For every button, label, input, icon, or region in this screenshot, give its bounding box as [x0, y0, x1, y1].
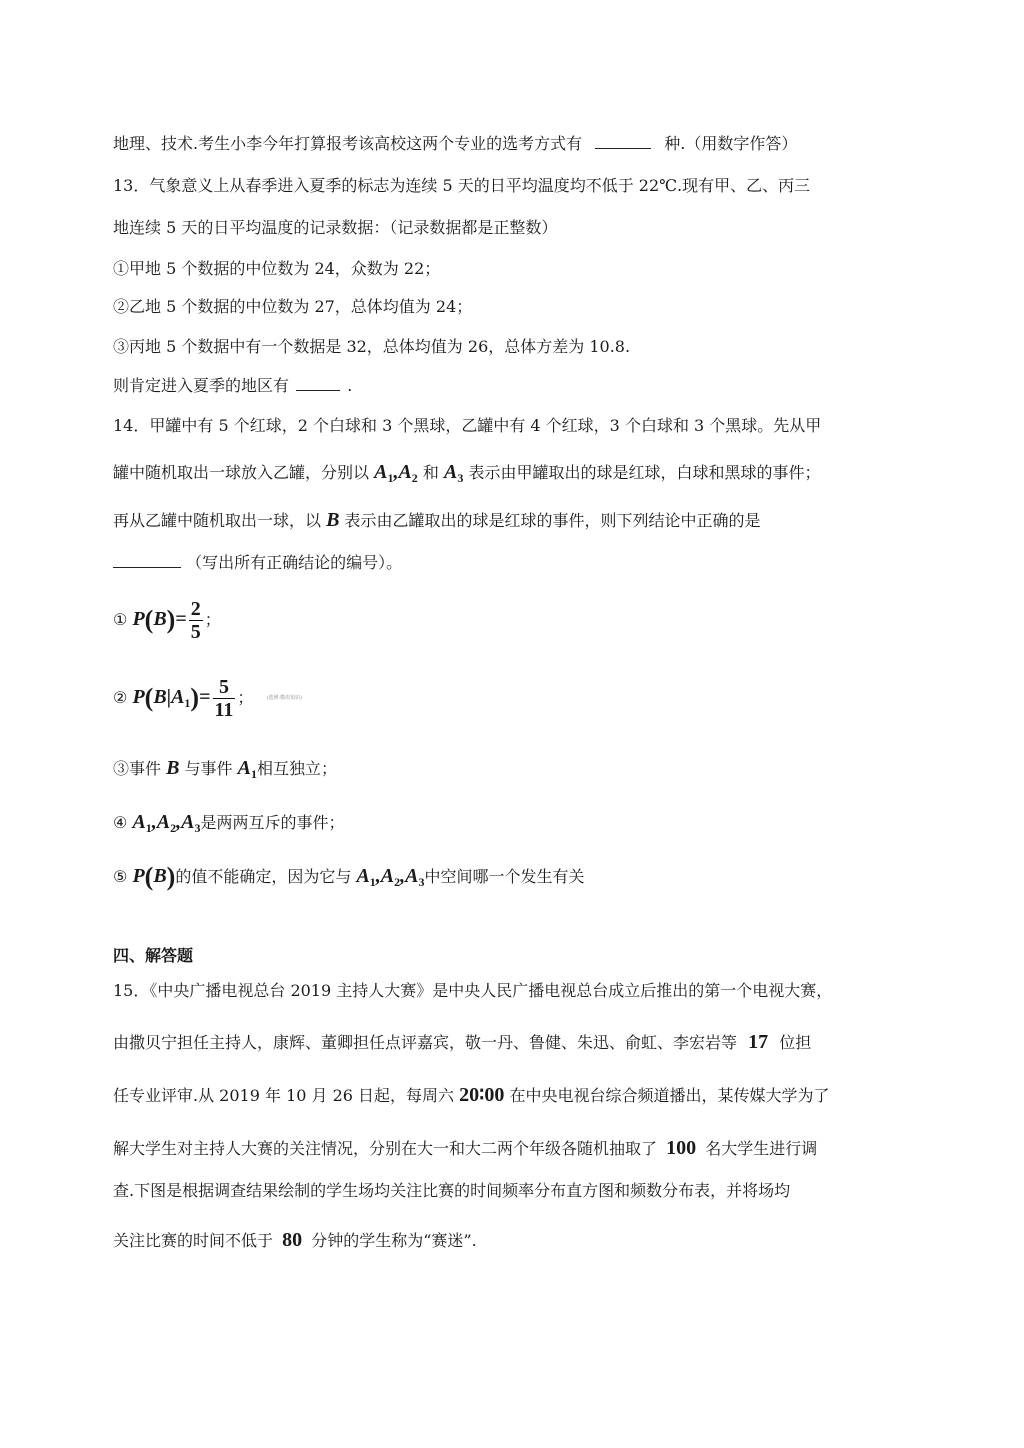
q13-item3: ③丙地 5 个数据中有一个数据是 32，总体均值为 26，总体方差为 10.8.	[113, 337, 631, 356]
q13-answer-blank[interactable]	[296, 390, 340, 391]
q15-line3-b: 在中央电视台综合频道播出，某传媒大学为了	[509, 1086, 830, 1105]
q13-line1: 13．气象意义上从春季进入夏季的标志为连续 5 天的日平均温度均不低于 22℃.现有甲、乙、丙三	[113, 176, 811, 195]
opt2-end: ；	[237, 688, 254, 707]
q14-option-2: ② $P(B|A_1)=$ $\frac{5}{11}$ ； (选修·模块知识)	[113, 676, 303, 721]
q14-line2-c: 表示由甲罐取出的球是红球，白球和黑球的事件；	[468, 463, 821, 482]
opt2-num: ②	[113, 688, 128, 707]
q15-line2	[113, 1032, 811, 1052]
q14-line2-a: 罐中随机取出一球放入乙罐，分别以	[113, 463, 370, 482]
math-a1-a2: $A_1,A_2$	[374, 461, 418, 485]
q14-option-5: ⑤ P(B)的值不能确定，因为它与 $A_1,A_2,A_3$中空间哪一个发生有关	[113, 862, 585, 891]
math-b: B	[326, 509, 340, 531]
q15-line2-a: 由撒贝宁担任主持人，康辉、董卿担任点评嘉宾，敬一丹、鲁健、朱迅、俞虹、李宏岩等	[113, 1033, 738, 1052]
opt4-num: ④	[113, 813, 128, 832]
opt2-note: (选修·模块知识)	[266, 695, 303, 701]
q14-option-3: ③事件 B 与事件 $A_1$相互独立；	[113, 757, 338, 781]
q13-question-end: .	[347, 376, 353, 395]
q14-option-1: ① P(B)= $\frac{2}{5}$ ；	[113, 598, 221, 643]
opt5-a: 的值不能确定，因为它与	[175, 867, 352, 886]
opt5-b: 中空间哪一个发生有关	[424, 867, 585, 886]
q13-question: 则肯定进入夏季的地区有	[113, 376, 290, 395]
q15-line4-b: 名大学生进行调	[705, 1139, 818, 1158]
opt2-fraction: $\frac{5}{11}$	[214, 676, 234, 721]
q15-line3	[113, 1085, 829, 1105]
opt4-text: 是两两互斥的事件；	[200, 813, 345, 832]
opt5-num: ⑤	[113, 867, 128, 886]
section-4-heading: 四、解答题	[113, 946, 194, 965]
q15-line3-a: 任专业评审.从 2019 年 10 月 26 日起，每周六	[113, 1086, 455, 1105]
q12-tail-line	[113, 136, 797, 152]
q14-line3-b: 表示由乙罐取出的球是红球的事件，则下列结论中正确的是	[344, 511, 761, 530]
opt3-a: ③事件	[113, 759, 162, 778]
q14-line2-b: 和	[422, 463, 439, 482]
math-a1-a2-a3: $A_1,A_2,A_3$	[132, 811, 201, 835]
q15-judges-count: 17	[748, 1031, 769, 1053]
q12-answer-blank[interactable]	[595, 148, 651, 149]
q14-line1: 14．甲罐中有 5 个红球，2 个白球和 3 个黑球，乙罐中有 4 个红球，3 个白球和 3 个黑球。先从甲	[113, 416, 822, 435]
q15-threshold-minutes: 80	[282, 1229, 303, 1251]
opt1-num: ①	[113, 610, 128, 629]
q14-line4	[113, 555, 402, 571]
q15-broadcast-time: 20∶00	[459, 1084, 505, 1106]
math-a-set: $A_1,A_2,A_3$	[356, 865, 425, 889]
opt1-end: ；	[204, 610, 221, 629]
math-a3: $A_3$	[444, 461, 464, 485]
q15-line6-b: 分钟的学生称为“赛迷”.	[311, 1231, 477, 1250]
opt3-c: 相互独立；	[257, 759, 338, 778]
q15-line4-a: 解大学生对主持人大赛的关注情况，分别在大一和大二两个年级各随机抽取了	[113, 1139, 658, 1158]
q15-sample-size: 100	[666, 1137, 697, 1159]
opt3-b: 与事件	[184, 759, 233, 778]
q14-line2	[113, 462, 820, 484]
q12-tail-text: 地理、技术.考生小李今年打算报考该高校这两个专业的选考方式有	[113, 134, 583, 153]
q15-line4	[113, 1138, 817, 1158]
q15-line1: 15．《中央广播电视总台 2019 主持人大赛》是中央人民广播电视总台成立后推出的第一个电视大赛，	[113, 981, 833, 1000]
q14-line3	[113, 510, 761, 530]
math-p: P	[132, 608, 145, 630]
opt1-fraction: $\frac{2}{5}$	[190, 598, 201, 643]
q13-line2: 地连续 5 天的日平均温度的记录数据：（记录数据都是正整数）	[113, 218, 558, 237]
q14-line4-text: （写出所有正确结论的编号）。	[186, 553, 403, 572]
q14-line3-a: 再从乙罐中随机取出一球，以	[113, 511, 322, 530]
q13-item2: ②乙地 5 个数据的中位数为 27，总体均值为 24；	[113, 297, 473, 316]
q13-item1: ①甲地 5 个数据的中位数为 24，众数为 22；	[113, 259, 441, 278]
q15-line6	[113, 1230, 477, 1250]
math-a1: $A_1$	[237, 757, 257, 781]
q14-option-4	[113, 812, 344, 834]
q12-tail-unit: 种.（用数字作答）	[664, 134, 798, 153]
q13-question-line	[113, 378, 352, 394]
q15-line2-b: 位担	[779, 1033, 812, 1052]
q14-answer-blank[interactable]	[113, 567, 181, 568]
q15-line5: 查.下图是根据调查结果绘制的学生场均关注比赛的时间频率分布直方图和频数分布表，并将场均	[113, 1181, 791, 1200]
q15-line6-a: 关注比赛的时间不低于	[113, 1231, 274, 1250]
